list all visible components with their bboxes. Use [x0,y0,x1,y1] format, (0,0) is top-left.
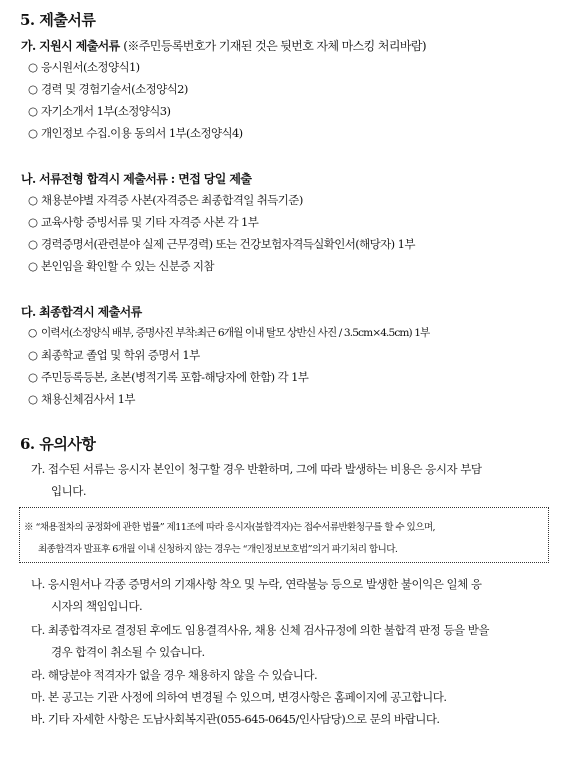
circle-bullet-icon: ○ [28,60,38,74]
circle-bullet-icon: ○ [28,237,38,251]
subsection-da-heading: 다. 최종합격시 제출서류 [21,305,142,319]
circle-bullet-icon: ○ [28,370,38,384]
list-item-text: 이력서(소정양식 배부, 증명사진 부착:최근 6개월 이내 탈모 상반신 사진 / 3.5cm×4.5cm) 1부 [41,327,430,339]
list-item [28,325,429,340]
list-item-text: 경력 및 경험기술서(소정양식2) [41,82,188,96]
notice-ga-line1: 가. 접수된 서류는 응시자 본인이 청구할 경우 반환하며, 그에 따라 발생하는 비용은 응시자 부담 [31,462,482,476]
list-item-text: 주민등록등본, 초본(병적기록 포함-해당자에 한함) 각 1부 [41,370,309,384]
list-item [28,369,308,385]
list-item [28,81,188,97]
section-5-title: 5. 제출서류 [20,11,96,29]
notice-ra: 라. 해당분야 적격자가 없을 경우 채용하지 않을 수 있습니다. [31,668,318,682]
circle-bullet-icon: ○ [28,348,38,362]
list-item-text: 자기소개서 1부(소정양식3) [41,104,171,118]
list-item-text: 최종학교 졸업 및 학위 증명서 1부 [41,348,200,362]
notice-na-line2: 시자의 책임입니다. [51,599,143,613]
list-item-text: 개인정보 수집.이용 동의서 1부(소정양식4) [41,126,243,140]
list-item [28,192,303,208]
subsection-ga-title: 가. 지원시 제출서류 [21,39,120,53]
notice-da-line2: 경우 합격이 취소될 수 있습니다. [51,645,205,659]
circle-bullet-icon: ○ [28,126,38,140]
list-item-text: 본인임을 확인할 수 있는 신분증 지참 [41,259,214,273]
subsection-na-heading: 나. 서류전형 합격시 제출서류 : 면접 당일 제출 [21,172,252,186]
list-item [28,236,415,252]
list-item [28,103,170,119]
legal-notice-line2: 최종합격자 발표후 6개월 이내 신청하지 않는 경우는 “개인정보보호법”의거 파기처리 합니다. [38,544,398,555]
circle-bullet-icon: ○ [28,82,38,96]
list-item [28,59,140,75]
masking-note: (※주민등록번호가 기재된 것은 뒷번호 자체 마스킹 처리바람) [123,39,426,53]
circle-bullet-icon: ○ [28,259,38,273]
circle-bullet-icon: ○ [28,104,38,118]
section-6-title: 6. 유의사항 [20,435,96,453]
notice-ga-line2: 입니다. [51,484,86,498]
list-item-text: 교육사항 증빙서류 및 기타 자격증 사본 각 1부 [41,215,259,229]
list-item-text: 채용분야별 자격증 사본(자격증은 최종합격일 취득기준) [41,193,303,207]
circle-bullet-icon: ○ [28,193,38,207]
list-item-text: 경력증명서(관련분야 실제 근무경력) 또는 건강보험자격득실확인서(해당자) 1부 [41,237,415,251]
list-item [28,125,243,141]
notice-ba: 바. 기타 자세한 사항은 도남사회복지관(055-645-0645/인사담당)으로 문의 바랍니다. [31,712,440,726]
circle-bullet-icon: ○ [28,215,38,229]
legal-notice-line1: ※ “채용절차의 공정화에 관한 법률” 제11조에 따라 응시자(불합격자)는 접수서류반환청구를 할 수 있으며, [24,522,435,533]
list-item [28,214,258,230]
list-item [28,391,135,407]
list-item [28,347,200,363]
list-item-text: 응시원서(소정양식1) [41,60,140,74]
circle-bullet-icon: ○ [28,327,37,339]
legal-notice-box [19,507,549,563]
notice-da-line1: 다. 최종합격자로 결정된 후에도 임용결격사유, 채용 신체 검사규정에 의한 불합격 판정 등을 받을 [31,623,489,637]
notice-na-line1: 나. 응시원서나 각종 증명서의 기재사항 착오 및 누락, 연락불능 등으로 발생한 불이익은 일체 응 [31,577,482,591]
circle-bullet-icon: ○ [28,392,38,406]
subsection-ga-heading [21,37,426,54]
notice-ma: 마. 본 공고는 기관 사정에 의하여 변경될 수 있으며, 변경사항은 홈페이지에 공고합니다. [31,690,447,704]
list-item [28,258,214,274]
list-item-text: 채용신체검사서 1부 [41,392,135,406]
